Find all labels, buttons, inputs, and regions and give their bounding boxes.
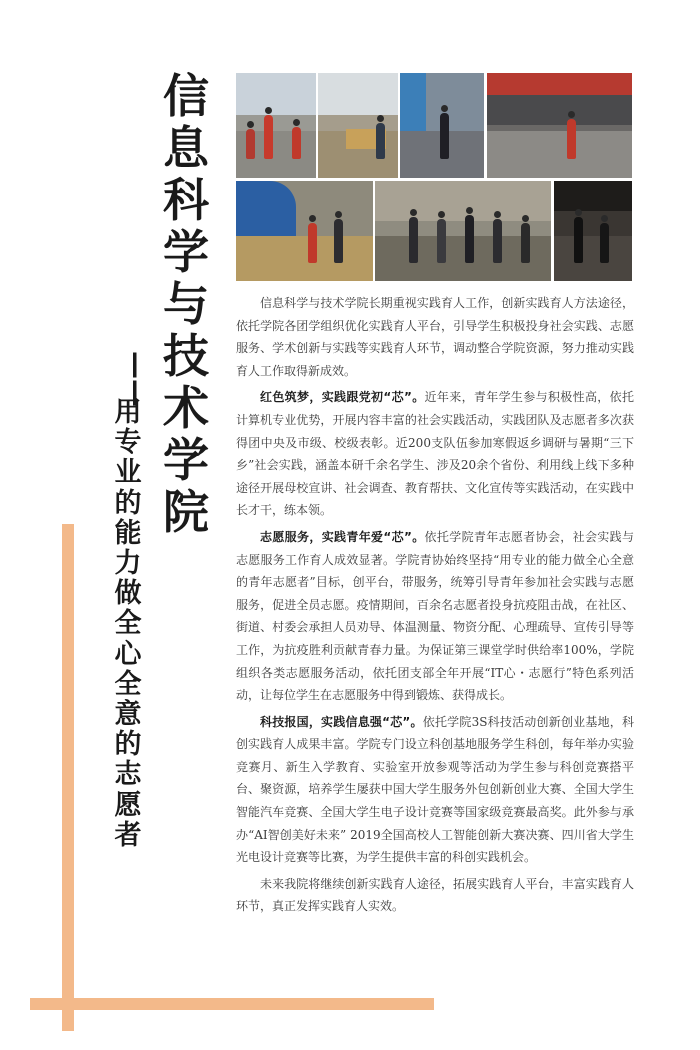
paragraph-lead: 科技报国，实践信息强“芯”。 [260, 714, 423, 729]
photo-blue-tent [236, 181, 373, 281]
subtitle-dash: —— [120, 351, 153, 407]
paragraph-tech-nation: 科技报国，实践信息强“芯”。依托学院3S科技活动创新创业基地，科创实践育人成果丰富。学院专门设立科创基地服务学生科创，每年举办实验竞赛月、新生入学教育、实验室开放参观等活动为学生参与科创竞赛搭平台、聚资源，培养学生屡获中国大学生服务外包创新创业大赛、全国大学生智能汽车竞赛、全国大学生电子设计竞赛等国家级竞赛最高奖。此外参与承办“AI智创美好未来” 2019全国高校人工智能创新大赛决赛、四川省大学生光电设计竞赛等比赛，为学生提供丰富的科创实践机会。 [236, 714, 634, 865]
paragraph-lead: 红色筑梦，实践跟党初“芯”。 [260, 390, 425, 405]
paragraph-red-dream: 红色筑梦，实践跟党初“芯”。近年来，青年学生参与积极性高，依托计算机专业优势，开展内容丰富的社会实践活动，实践团队及志愿者多次获得团中央及市级、校级表彰。近200支队伍参加寒假返乡调研与暑期“三下乡”社会实践，涵盖本研千余名学生、涉及20余个省份、利用线上线下多种途径开展母校宣讲、社会调查、教育帮扶、文化宣传等实践活动，在实践中长才干，练本领。 [236, 390, 634, 518]
page-subtitle: 用专业的能力做全心全意的志愿者 [114, 397, 142, 851]
page-title: 信息科学与技术学院 [163, 69, 209, 539]
paragraph-volunteer-service: 志愿服务，实践青年爱“芯”。依托学院青年志愿者协会，社会实践与志愿服务工作育人成效显著。学院青协始终坚持“用专业的能力做全心全意的青年志愿者”目标，创平台，带服务，统筹引导青年参加社会实践与志愿服务，促进全员志愿。疫情期间，百余名志愿者投身抗疫阻击战，在社区、街道、村委会承担人员劝导、体温测量、物资分配、心理疏导、宣传引导等工作，为抗疫胜利贡献青春力量。为保证第三课堂学时供给率100%，学院组织各类志愿服务活动，依托团支部全年开展“IT心・志愿行”特色系列活动，让每位学生在志愿服务中得到锻炼、获得成长。 [236, 529, 634, 703]
photo-parking-garage [487, 73, 632, 178]
paragraph-intro: 信息科学与技术学院长期重视实践育人工作，创新实践育人方法途径，依托学院各团学组织优化实践育人平台，引导学生积极投身社会实践、志愿服务、学术创新与实践等实践育人环节，调动整合学院资源，努力推动实践育人工作取得新成效。 [236, 296, 634, 378]
paragraph-lead: 志愿服务，实践青年爱“芯”。 [260, 529, 425, 544]
decorative-horizontal-bar [30, 998, 434, 1010]
photo-checkpoint-booth [400, 73, 484, 178]
decorative-vertical-bar [62, 524, 74, 1031]
article-body [236, 292, 634, 922]
paragraph-future: 未来我院将继续创新实践育人途径，拓展实践育人平台，丰富实践育人环节，真正发挥实践育人实效。 [236, 876, 634, 914]
photo-group-standing [375, 181, 551, 281]
photo-night-temperature [554, 181, 632, 281]
photo-volunteers-street [236, 73, 316, 178]
photo-registration-desk [318, 73, 398, 178]
